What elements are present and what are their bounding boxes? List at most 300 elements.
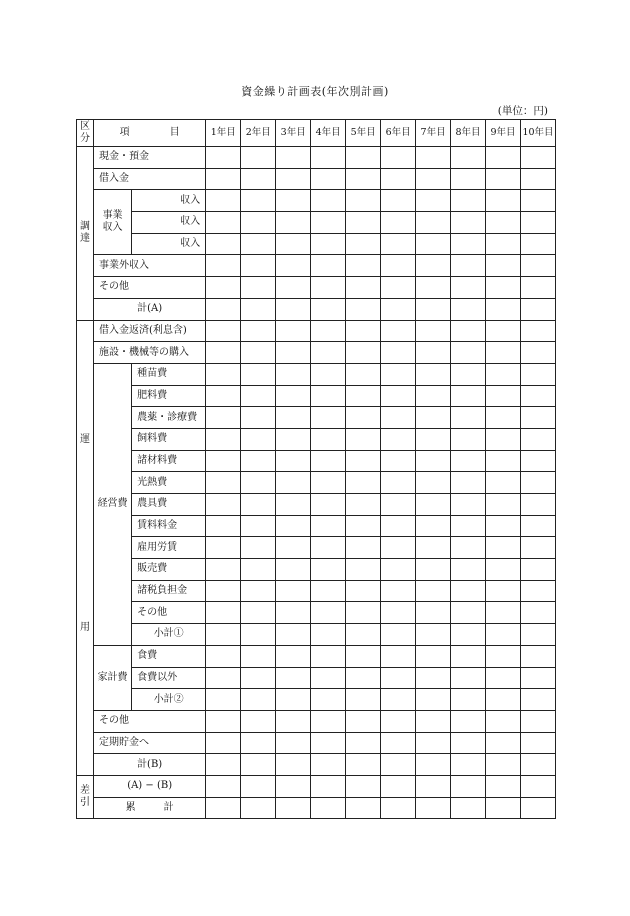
amount-cell[interactable] <box>276 298 311 320</box>
amount-cell[interactable] <box>486 320 521 342</box>
amount-cell[interactable] <box>346 645 381 667</box>
amount-cell[interactable] <box>520 797 555 819</box>
amount-cell[interactable] <box>416 797 451 819</box>
amount-cell[interactable] <box>311 320 346 342</box>
amount-cell[interactable] <box>520 754 555 776</box>
amount-cell[interactable] <box>451 168 486 190</box>
amount-cell[interactable] <box>311 602 346 624</box>
amount-cell[interactable] <box>381 363 416 385</box>
amount-cell[interactable] <box>451 580 486 602</box>
amount-cell[interactable] <box>206 580 241 602</box>
amount-cell[interactable] <box>241 710 276 732</box>
amount-cell[interactable] <box>206 515 241 537</box>
amount-cell[interactable] <box>346 710 381 732</box>
amount-cell[interactable] <box>346 255 381 277</box>
amount-cell[interactable] <box>346 775 381 797</box>
amount-cell[interactable] <box>206 624 241 646</box>
amount-cell[interactable] <box>416 428 451 450</box>
amount-cell[interactable] <box>520 385 555 407</box>
amount-cell[interactable] <box>276 363 311 385</box>
amount-cell[interactable] <box>276 645 311 667</box>
amount-cell[interactable] <box>451 385 486 407</box>
amount-cell[interactable] <box>451 537 486 559</box>
amount-cell[interactable] <box>451 320 486 342</box>
amount-cell[interactable] <box>381 407 416 429</box>
amount-cell[interactable] <box>241 775 276 797</box>
amount-cell[interactable] <box>346 667 381 689</box>
amount-cell[interactable] <box>346 363 381 385</box>
amount-cell[interactable] <box>416 580 451 602</box>
amount-cell[interactable] <box>311 385 346 407</box>
amount-cell[interactable] <box>311 732 346 754</box>
amount-cell[interactable] <box>346 472 381 494</box>
amount-cell[interactable] <box>241 428 276 450</box>
amount-cell[interactable] <box>276 385 311 407</box>
amount-cell[interactable] <box>416 298 451 320</box>
amount-cell[interactable] <box>486 515 521 537</box>
amount-cell[interactable] <box>346 320 381 342</box>
amount-cell[interactable] <box>346 298 381 320</box>
amount-cell[interactable] <box>206 407 241 429</box>
amount-cell[interactable] <box>276 689 311 711</box>
amount-cell[interactable] <box>451 689 486 711</box>
amount-cell[interactable] <box>451 775 486 797</box>
amount-cell[interactable] <box>311 277 346 299</box>
amount-cell[interactable] <box>520 472 555 494</box>
amount-cell[interactable] <box>311 667 346 689</box>
amount-cell[interactable] <box>311 428 346 450</box>
amount-cell[interactable] <box>276 472 311 494</box>
amount-cell[interactable] <box>520 320 555 342</box>
amount-cell[interactable] <box>486 580 521 602</box>
amount-cell[interactable] <box>451 450 486 472</box>
amount-cell[interactable] <box>206 450 241 472</box>
amount-cell[interactable] <box>206 602 241 624</box>
amount-cell[interactable] <box>416 645 451 667</box>
amount-cell[interactable] <box>241 754 276 776</box>
amount-cell[interactable] <box>206 320 241 342</box>
amount-cell[interactable] <box>276 797 311 819</box>
amount-cell[interactable] <box>486 342 521 364</box>
amount-cell[interactable] <box>416 559 451 581</box>
amount-cell[interactable] <box>381 580 416 602</box>
amount-cell[interactable] <box>451 559 486 581</box>
amount-cell[interactable] <box>451 298 486 320</box>
amount-cell[interactable] <box>311 754 346 776</box>
amount-cell[interactable] <box>206 797 241 819</box>
amount-cell[interactable] <box>416 168 451 190</box>
amount-cell[interactable] <box>276 450 311 472</box>
amount-cell[interactable] <box>206 342 241 364</box>
amount-cell[interactable] <box>311 450 346 472</box>
amount-cell[interactable] <box>486 602 521 624</box>
amount-cell[interactable] <box>451 624 486 646</box>
amount-cell[interactable] <box>520 667 555 689</box>
amount-cell[interactable] <box>206 710 241 732</box>
amount-cell[interactable] <box>311 298 346 320</box>
amount-cell[interactable] <box>311 624 346 646</box>
amount-cell[interactable] <box>346 428 381 450</box>
amount-cell[interactable] <box>381 277 416 299</box>
amount-cell[interactable] <box>416 450 451 472</box>
amount-cell[interactable] <box>276 580 311 602</box>
amount-cell[interactable] <box>381 775 416 797</box>
amount-cell[interactable] <box>416 710 451 732</box>
amount-cell[interactable] <box>520 624 555 646</box>
amount-cell[interactable] <box>381 450 416 472</box>
amount-cell[interactable] <box>241 320 276 342</box>
amount-cell[interactable] <box>346 233 381 255</box>
amount-cell[interactable] <box>416 494 451 516</box>
amount-cell[interactable] <box>206 147 241 169</box>
amount-cell[interactable] <box>206 428 241 450</box>
amount-cell[interactable] <box>241 407 276 429</box>
amount-cell[interactable] <box>451 363 486 385</box>
amount-cell[interactable] <box>486 624 521 646</box>
amount-cell[interactable] <box>486 190 521 212</box>
amount-cell[interactable] <box>206 277 241 299</box>
amount-cell[interactable] <box>416 212 451 234</box>
amount-cell[interactable] <box>311 342 346 364</box>
amount-cell[interactable] <box>520 342 555 364</box>
amount-cell[interactable] <box>311 645 346 667</box>
amount-cell[interactable] <box>311 494 346 516</box>
amount-cell[interactable] <box>206 168 241 190</box>
amount-cell[interactable] <box>381 754 416 776</box>
amount-cell[interactable] <box>276 754 311 776</box>
amount-cell[interactable] <box>346 602 381 624</box>
amount-cell[interactable] <box>276 342 311 364</box>
amount-cell[interactable] <box>311 797 346 819</box>
amount-cell[interactable] <box>346 147 381 169</box>
amount-cell[interactable] <box>346 494 381 516</box>
amount-cell[interactable] <box>381 320 416 342</box>
amount-cell[interactable] <box>346 212 381 234</box>
amount-cell[interactable] <box>520 363 555 385</box>
amount-cell[interactable] <box>486 233 521 255</box>
amount-cell[interactable] <box>486 255 521 277</box>
amount-cell[interactable] <box>486 732 521 754</box>
amount-cell[interactable] <box>416 732 451 754</box>
amount-cell[interactable] <box>486 494 521 516</box>
amount-cell[interactable] <box>276 602 311 624</box>
amount-cell[interactable] <box>346 797 381 819</box>
amount-cell[interactable] <box>451 190 486 212</box>
amount-cell[interactable] <box>241 667 276 689</box>
amount-cell[interactable] <box>520 710 555 732</box>
amount-cell[interactable] <box>381 385 416 407</box>
amount-cell[interactable] <box>276 515 311 537</box>
amount-cell[interactable] <box>451 147 486 169</box>
amount-cell[interactable] <box>381 212 416 234</box>
amount-cell[interactable] <box>311 537 346 559</box>
amount-cell[interactable] <box>381 190 416 212</box>
amount-cell[interactable] <box>241 797 276 819</box>
amount-cell[interactable] <box>381 428 416 450</box>
amount-cell[interactable] <box>276 255 311 277</box>
amount-cell[interactable] <box>486 298 521 320</box>
amount-cell[interactable] <box>486 645 521 667</box>
amount-cell[interactable] <box>311 233 346 255</box>
amount-cell[interactable] <box>381 298 416 320</box>
amount-cell[interactable] <box>206 255 241 277</box>
amount-cell[interactable] <box>241 559 276 581</box>
amount-cell[interactable] <box>241 472 276 494</box>
amount-cell[interactable] <box>451 710 486 732</box>
amount-cell[interactable] <box>346 407 381 429</box>
amount-cell[interactable] <box>486 407 521 429</box>
amount-cell[interactable] <box>451 212 486 234</box>
amount-cell[interactable] <box>241 537 276 559</box>
amount-cell[interactable] <box>381 494 416 516</box>
amount-cell[interactable] <box>520 580 555 602</box>
amount-cell[interactable] <box>520 494 555 516</box>
amount-cell[interactable] <box>346 624 381 646</box>
amount-cell[interactable] <box>241 689 276 711</box>
amount-cell[interactable] <box>346 732 381 754</box>
amount-cell[interactable] <box>520 732 555 754</box>
amount-cell[interactable] <box>241 515 276 537</box>
amount-cell[interactable] <box>381 559 416 581</box>
amount-cell[interactable] <box>311 515 346 537</box>
amount-cell[interactable] <box>241 732 276 754</box>
amount-cell[interactable] <box>206 537 241 559</box>
amount-cell[interactable] <box>520 515 555 537</box>
amount-cell[interactable] <box>520 212 555 234</box>
amount-cell[interactable] <box>486 277 521 299</box>
amount-cell[interactable] <box>276 559 311 581</box>
amount-cell[interactable] <box>416 277 451 299</box>
amount-cell[interactable] <box>206 233 241 255</box>
amount-cell[interactable] <box>451 797 486 819</box>
amount-cell[interactable] <box>241 255 276 277</box>
amount-cell[interactable] <box>241 233 276 255</box>
amount-cell[interactable] <box>381 732 416 754</box>
amount-cell[interactable] <box>416 472 451 494</box>
amount-cell[interactable] <box>241 147 276 169</box>
amount-cell[interactable] <box>381 515 416 537</box>
amount-cell[interactable] <box>416 775 451 797</box>
amount-cell[interactable] <box>486 559 521 581</box>
amount-cell[interactable] <box>276 168 311 190</box>
amount-cell[interactable] <box>486 754 521 776</box>
amount-cell[interactable] <box>520 407 555 429</box>
amount-cell[interactable] <box>520 775 555 797</box>
amount-cell[interactable] <box>311 255 346 277</box>
amount-cell[interactable] <box>311 775 346 797</box>
amount-cell[interactable] <box>241 494 276 516</box>
amount-cell[interactable] <box>276 212 311 234</box>
amount-cell[interactable] <box>276 277 311 299</box>
amount-cell[interactable] <box>241 212 276 234</box>
amount-cell[interactable] <box>206 363 241 385</box>
amount-cell[interactable] <box>276 320 311 342</box>
amount-cell[interactable] <box>311 190 346 212</box>
amount-cell[interactable] <box>241 645 276 667</box>
amount-cell[interactable] <box>520 559 555 581</box>
amount-cell[interactable] <box>241 298 276 320</box>
amount-cell[interactable] <box>486 450 521 472</box>
amount-cell[interactable] <box>451 602 486 624</box>
amount-cell[interactable] <box>381 342 416 364</box>
amount-cell[interactable] <box>520 190 555 212</box>
amount-cell[interactable] <box>486 689 521 711</box>
amount-cell[interactable] <box>486 667 521 689</box>
amount-cell[interactable] <box>451 515 486 537</box>
amount-cell[interactable] <box>520 428 555 450</box>
amount-cell[interactable] <box>520 277 555 299</box>
amount-cell[interactable] <box>451 645 486 667</box>
amount-cell[interactable] <box>520 537 555 559</box>
amount-cell[interactable] <box>276 775 311 797</box>
amount-cell[interactable] <box>416 320 451 342</box>
amount-cell[interactable] <box>451 277 486 299</box>
amount-cell[interactable] <box>346 537 381 559</box>
amount-cell[interactable] <box>486 212 521 234</box>
amount-cell[interactable] <box>311 580 346 602</box>
amount-cell[interactable] <box>241 168 276 190</box>
amount-cell[interactable] <box>520 233 555 255</box>
amount-cell[interactable] <box>206 298 241 320</box>
amount-cell[interactable] <box>486 168 521 190</box>
amount-cell[interactable] <box>346 342 381 364</box>
amount-cell[interactable] <box>276 190 311 212</box>
amount-cell[interactable] <box>451 667 486 689</box>
amount-cell[interactable] <box>241 602 276 624</box>
amount-cell[interactable] <box>381 472 416 494</box>
amount-cell[interactable] <box>416 602 451 624</box>
amount-cell[interactable] <box>520 602 555 624</box>
amount-cell[interactable] <box>346 559 381 581</box>
amount-cell[interactable] <box>486 775 521 797</box>
amount-cell[interactable] <box>311 407 346 429</box>
amount-cell[interactable] <box>451 472 486 494</box>
amount-cell[interactable] <box>451 407 486 429</box>
amount-cell[interactable] <box>276 428 311 450</box>
amount-cell[interactable] <box>241 450 276 472</box>
amount-cell[interactable] <box>311 689 346 711</box>
amount-cell[interactable] <box>416 754 451 776</box>
amount-cell[interactable] <box>520 450 555 472</box>
amount-cell[interactable] <box>451 233 486 255</box>
amount-cell[interactable] <box>241 342 276 364</box>
amount-cell[interactable] <box>381 147 416 169</box>
amount-cell[interactable] <box>451 255 486 277</box>
amount-cell[interactable] <box>206 385 241 407</box>
amount-cell[interactable] <box>416 624 451 646</box>
amount-cell[interactable] <box>276 732 311 754</box>
amount-cell[interactable] <box>381 624 416 646</box>
amount-cell[interactable] <box>206 212 241 234</box>
amount-cell[interactable] <box>451 754 486 776</box>
amount-cell[interactable] <box>416 667 451 689</box>
amount-cell[interactable] <box>416 537 451 559</box>
amount-cell[interactable] <box>520 689 555 711</box>
amount-cell[interactable] <box>311 212 346 234</box>
amount-cell[interactable] <box>276 624 311 646</box>
amount-cell[interactable] <box>276 710 311 732</box>
amount-cell[interactable] <box>206 190 241 212</box>
amount-cell[interactable] <box>311 168 346 190</box>
amount-cell[interactable] <box>451 732 486 754</box>
amount-cell[interactable] <box>486 537 521 559</box>
amount-cell[interactable] <box>416 190 451 212</box>
amount-cell[interactable] <box>206 732 241 754</box>
amount-cell[interactable] <box>486 472 521 494</box>
amount-cell[interactable] <box>416 363 451 385</box>
amount-cell[interactable] <box>206 494 241 516</box>
amount-cell[interactable] <box>206 667 241 689</box>
amount-cell[interactable] <box>241 277 276 299</box>
amount-cell[interactable] <box>416 407 451 429</box>
amount-cell[interactable] <box>381 689 416 711</box>
amount-cell[interactable] <box>451 494 486 516</box>
amount-cell[interactable] <box>346 385 381 407</box>
amount-cell[interactable] <box>311 559 346 581</box>
amount-cell[interactable] <box>520 298 555 320</box>
amount-cell[interactable] <box>276 147 311 169</box>
amount-cell[interactable] <box>520 645 555 667</box>
amount-cell[interactable] <box>520 168 555 190</box>
amount-cell[interactable] <box>486 428 521 450</box>
amount-cell[interactable] <box>451 342 486 364</box>
amount-cell[interactable] <box>520 147 555 169</box>
amount-cell[interactable] <box>486 147 521 169</box>
amount-cell[interactable] <box>241 363 276 385</box>
amount-cell[interactable] <box>416 689 451 711</box>
amount-cell[interactable] <box>346 190 381 212</box>
amount-cell[interactable] <box>206 559 241 581</box>
amount-cell[interactable] <box>346 168 381 190</box>
amount-cell[interactable] <box>416 515 451 537</box>
amount-cell[interactable] <box>276 494 311 516</box>
amount-cell[interactable] <box>520 255 555 277</box>
amount-cell[interactable] <box>416 233 451 255</box>
amount-cell[interactable] <box>451 428 486 450</box>
amount-cell[interactable] <box>346 277 381 299</box>
amount-cell[interactable] <box>311 363 346 385</box>
amount-cell[interactable] <box>486 797 521 819</box>
amount-cell[interactable] <box>381 645 416 667</box>
amount-cell[interactable] <box>346 515 381 537</box>
amount-cell[interactable] <box>381 667 416 689</box>
amount-cell[interactable] <box>381 168 416 190</box>
amount-cell[interactable] <box>241 190 276 212</box>
amount-cell[interactable] <box>311 147 346 169</box>
amount-cell[interactable] <box>206 775 241 797</box>
amount-cell[interactable] <box>276 233 311 255</box>
amount-cell[interactable] <box>206 472 241 494</box>
amount-cell[interactable] <box>416 385 451 407</box>
amount-cell[interactable] <box>416 342 451 364</box>
amount-cell[interactable] <box>486 385 521 407</box>
amount-cell[interactable] <box>276 537 311 559</box>
amount-cell[interactable] <box>381 233 416 255</box>
amount-cell[interactable] <box>416 255 451 277</box>
amount-cell[interactable] <box>241 624 276 646</box>
amount-cell[interactable] <box>346 689 381 711</box>
amount-cell[interactable] <box>241 580 276 602</box>
amount-cell[interactable] <box>206 645 241 667</box>
amount-cell[interactable] <box>381 710 416 732</box>
amount-cell[interactable] <box>416 147 451 169</box>
amount-cell[interactable] <box>206 754 241 776</box>
amount-cell[interactable] <box>381 537 416 559</box>
amount-cell[interactable] <box>241 385 276 407</box>
amount-cell[interactable] <box>381 255 416 277</box>
amount-cell[interactable] <box>486 710 521 732</box>
amount-cell[interactable] <box>346 450 381 472</box>
